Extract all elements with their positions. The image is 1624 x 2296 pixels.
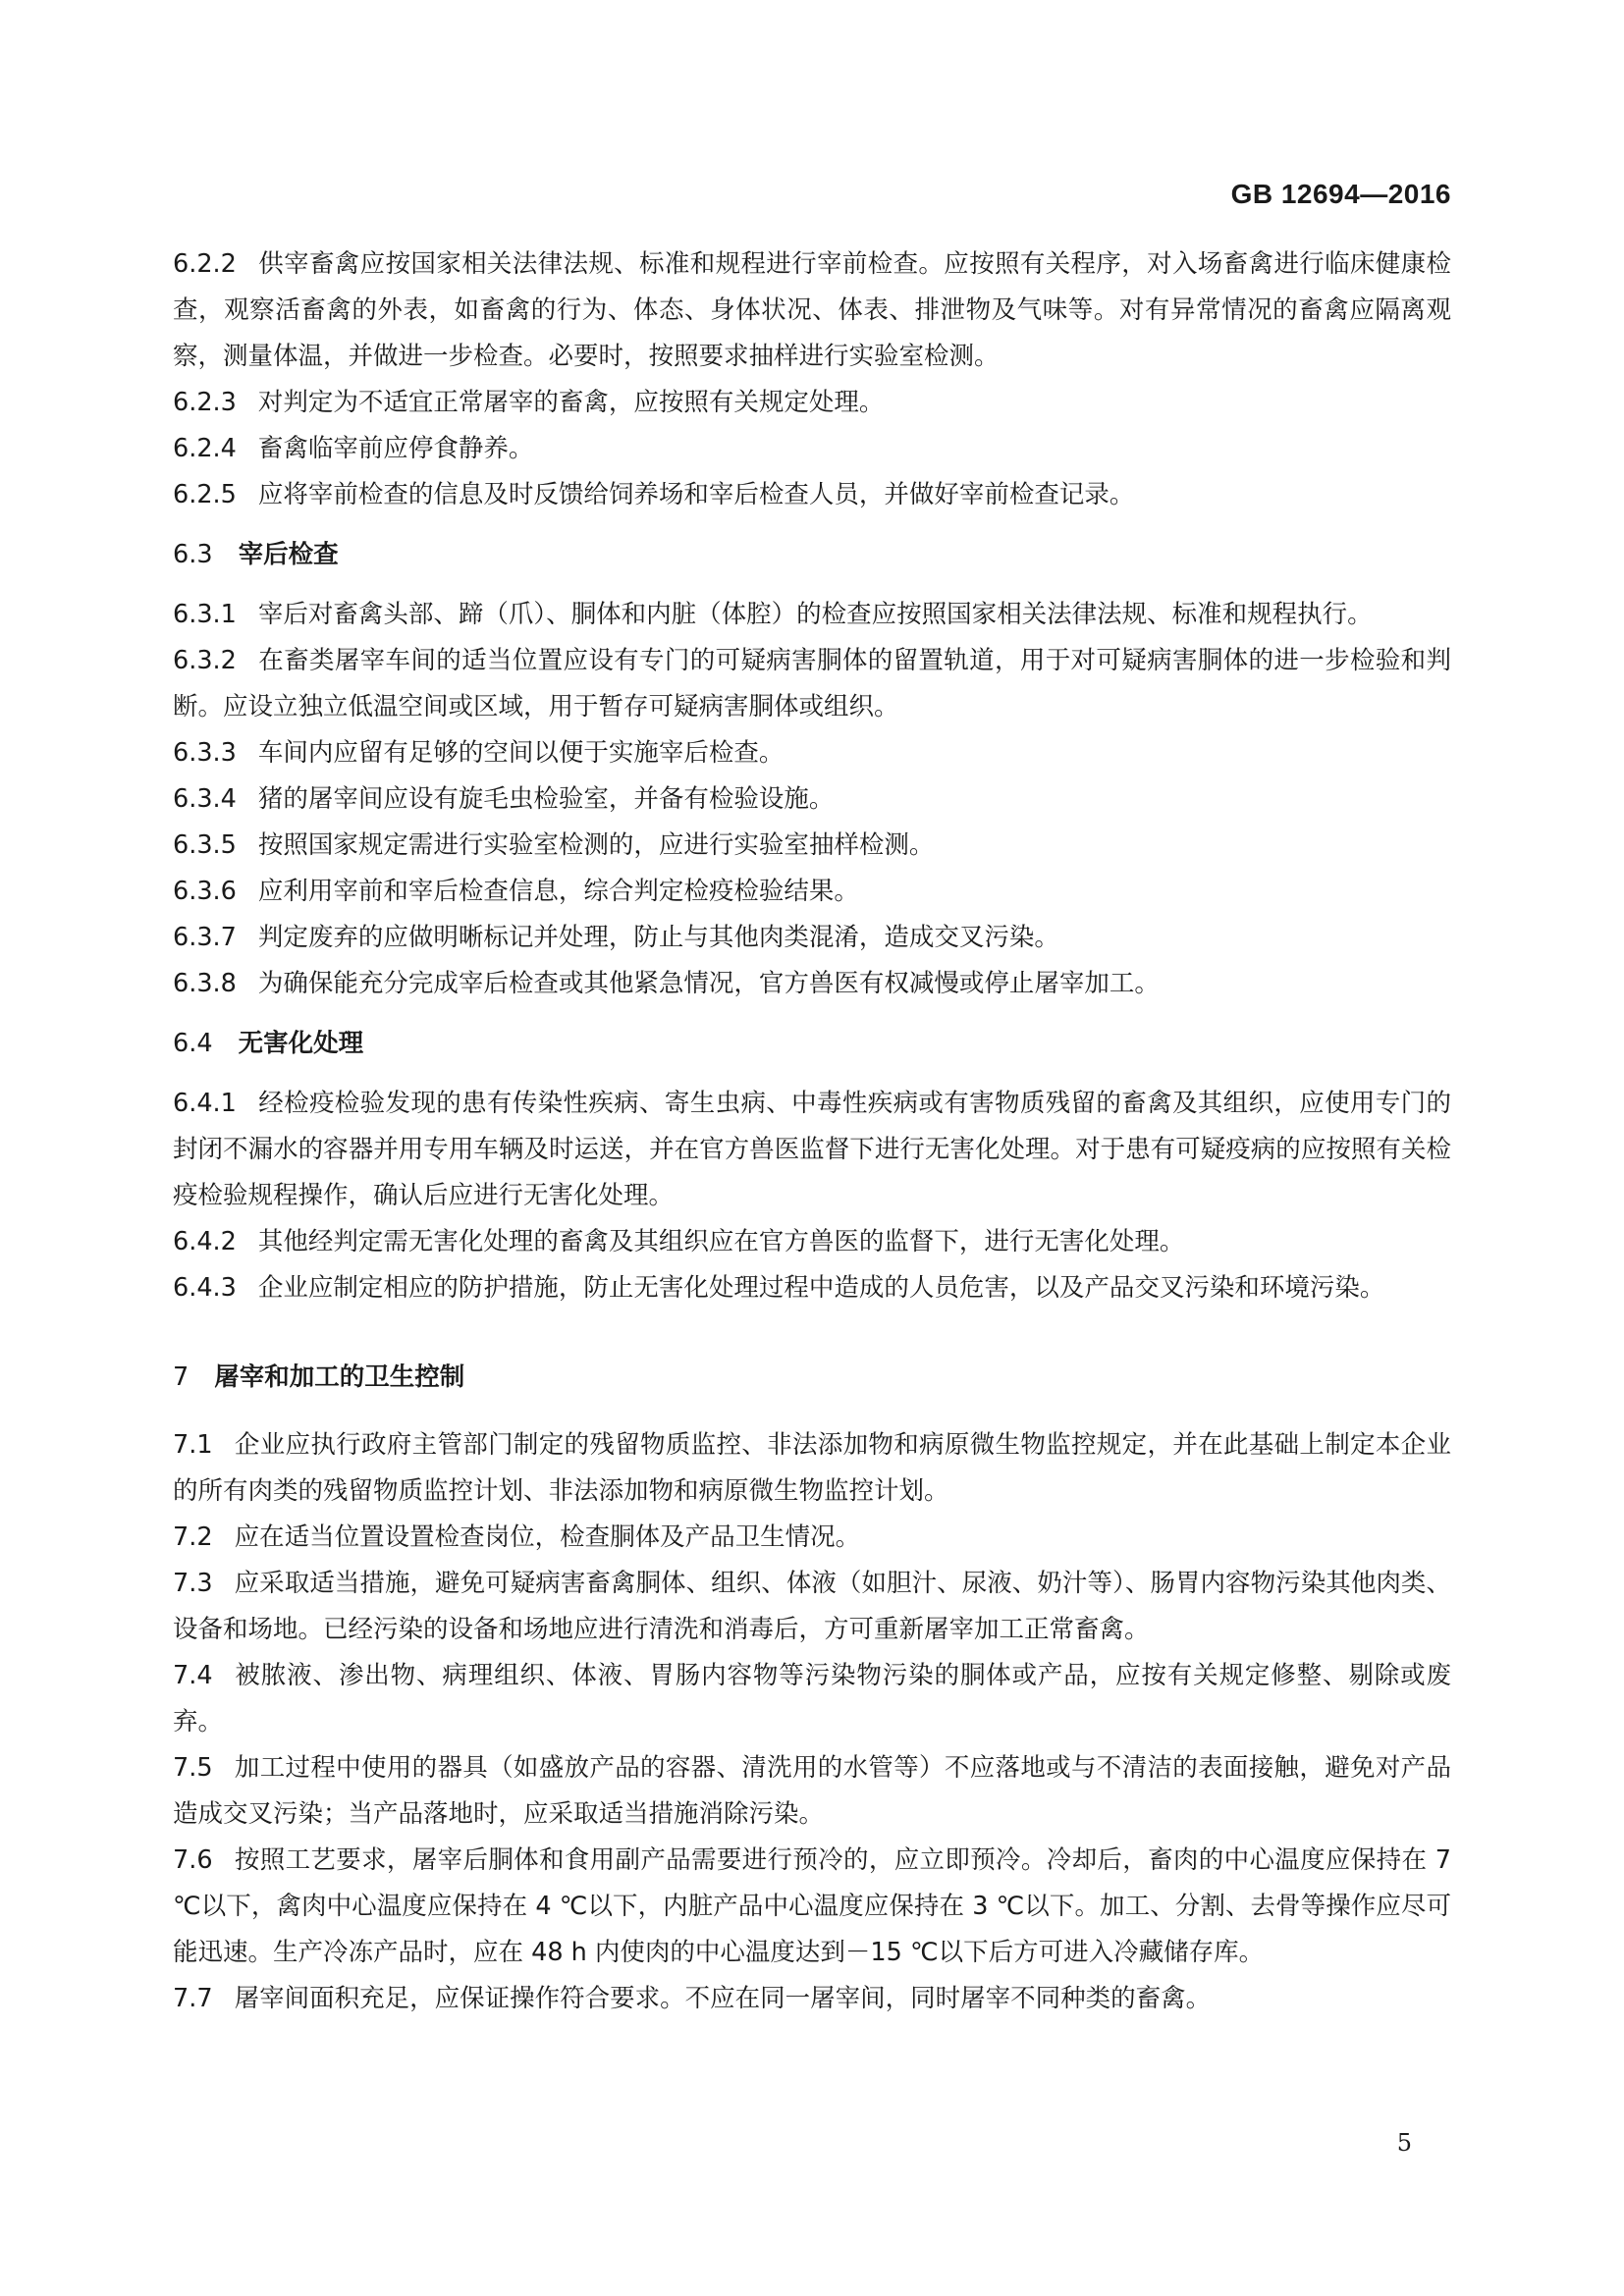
clause-text: 对判定为不适宜正常屠宰的畜禽，应按照有关规定处理。 xyxy=(257,388,885,417)
clause-number: 6.4.2 xyxy=(173,1227,237,1256)
chapter-title: 屠宰和加工的卫生控制 xyxy=(214,1362,465,1392)
clause-number: 7.6 xyxy=(173,1845,213,1875)
clause-7-3 xyxy=(173,1561,1451,1653)
clause-text: 企业应执行政府主管部门制定的残留物质监控、非法添加物和病原微生物监控规定，并在此基础上制定本企业的所有肉类的残留物质监控计划、非法添加物和病原微生物监控计划。 xyxy=(173,1430,1451,1506)
section-title: 宰后检查 xyxy=(238,540,339,569)
section-heading-6-3 xyxy=(173,532,1451,578)
clause-6-2-5 xyxy=(173,472,1451,518)
section-number: 6.3 xyxy=(173,540,213,569)
clause-text: 为确保能充分完成宰后检查或其他紧急情况，官方兽医有权减慢或停止屠宰加工。 xyxy=(257,969,1160,998)
standard-code: GB 12694—2016 xyxy=(1230,179,1451,209)
clause-6-4-1 xyxy=(173,1081,1451,1219)
clause-text: 被脓液、渗出物、病理组织、体液、胃肠内容物等污染物污染的胴体或产品，应按有关规定修整、剔除或废弃。 xyxy=(173,1661,1451,1736)
clause-6-3-7 xyxy=(173,915,1451,961)
clause-text: 企业应制定相应的防护措施，防止无害化处理过程中造成的人员危害，以及产品交叉污染和环境污染。 xyxy=(257,1273,1385,1303)
clause-number: 6.3.1 xyxy=(173,600,237,629)
clause-number: 6.2.5 xyxy=(173,480,237,509)
clause-number: 6.4.3 xyxy=(173,1273,237,1303)
section-number: 6.4 xyxy=(173,1029,213,1058)
clause-text: 按照国家规定需进行实验室检测的，应进行实验室抽样检测。 xyxy=(257,830,935,860)
clause-7-6 xyxy=(173,1838,1451,1976)
clause-6-2-2 xyxy=(173,241,1451,380)
clause-6-3-3 xyxy=(173,730,1451,776)
clause-number: 6.3.8 xyxy=(173,969,237,998)
clause-6-3-2 xyxy=(173,638,1451,730)
clause-number: 6.3.7 xyxy=(173,923,237,952)
clause-6-2-4 xyxy=(173,426,1451,472)
clause-text: 猪的屠宰间应设有旋毛虫检验室，并备有检验设施。 xyxy=(257,784,835,814)
clause-number: 6.3.4 xyxy=(173,784,237,814)
chapter-number: 7 xyxy=(173,1362,189,1392)
clause-number: 7.2 xyxy=(173,1522,213,1552)
clause-text: 按照工艺要求，屠宰后胴体和食用副产品需要进行预冷的，应立即预冷。冷却后，畜肉的中心温度应保持在 7 ℃以下，禽肉中心温度应保持在 4 ℃以下，内脏产品中心温度应保持在 3 ℃以下。加工、分割、去骨等操作应尽可能迅速。生产冷冻产品时，应在 48 h 内使肉的中心温度达到－15 ℃以下后方可进入冷藏储存库。 xyxy=(173,1845,1451,1967)
clause-number: 6.3.6 xyxy=(173,877,237,906)
clause-text: 车间内应留有足够的空间以便于实施宰后检查。 xyxy=(257,738,785,768)
clause-6-3-1 xyxy=(173,592,1451,638)
clause-number: 6.2.2 xyxy=(173,249,237,279)
clause-number: 6.2.3 xyxy=(173,388,237,417)
page-number: 5 xyxy=(1396,2129,1412,2157)
clause-number: 7.3 xyxy=(173,1569,213,1598)
clause-number: 7.7 xyxy=(173,1984,213,2013)
clause-text: 经检疫检验发现的患有传染性疾病、寄生虫病、中毒性疾病或有害物质残留的畜禽及其组织，应使用专门的封闭不漏水的容器并用专用车辆及时运送，并在官方兽医监督下进行无害化处理。对于患有可疑疫病的应按照有关检疫检验规程操作，确认后应进行无害化处理。 xyxy=(173,1089,1451,1210)
clause-number: 6.4.1 xyxy=(173,1089,237,1118)
clause-number: 6.3.3 xyxy=(173,738,237,768)
clause-text: 畜禽临宰前应停食静养。 xyxy=(257,434,534,463)
clause-7-5 xyxy=(173,1745,1451,1838)
clause-text: 其他经判定需无害化处理的畜禽及其组织应在官方兽医的监督下，进行无害化处理。 xyxy=(257,1227,1185,1256)
clause-number: 6.3.2 xyxy=(173,646,237,675)
clause-text: 判定废弃的应做明晰标记并处理，防止与其他肉类混淆，造成交叉污染。 xyxy=(257,923,1059,952)
clause-text: 应将宰前检查的信息及时反馈给饲养场和宰后检查人员，并做好宰前检查记录。 xyxy=(257,480,1135,509)
section-title: 无害化处理 xyxy=(238,1029,364,1058)
clause-text: 应利用宰前和宰后检查信息，综合判定检疫检验结果。 xyxy=(257,877,859,906)
clause-6-3-4 xyxy=(173,776,1451,823)
clause-text: 宰后对畜禽头部、蹄（爪）、胴体和内脏（体腔）的检查应按照国家相关法律法规、标准和规程执行。 xyxy=(257,600,1373,629)
clause-number: 7.5 xyxy=(173,1753,213,1783)
clause-text: 应在适当位置设置检查岗位，检查胴体及产品卫生情况。 xyxy=(234,1522,861,1552)
clause-number: 6.2.4 xyxy=(173,434,237,463)
clause-7-2 xyxy=(173,1515,1451,1561)
clause-text: 在畜类屠宰车间的适当位置应设有专门的可疑病害胴体的留置轨道，用于对可疑病害胴体的进一步检验和判断。应设立独立低温空间或区域，用于暂存可疑病害胴体或组织。 xyxy=(173,646,1451,721)
clause-6-2-3 xyxy=(173,380,1451,426)
clause-number: 7.1 xyxy=(173,1430,213,1460)
clause-6-4-3 xyxy=(173,1265,1451,1311)
clause-6-4-2 xyxy=(173,1219,1451,1265)
clause-text: 应采取适当措施，避免可疑病害畜禽胴体、组织、体液（如胆汁、尿液、奶汁等）、肠胃内容物污染其他肉类、设备和场地。已经污染的设备和场地应进行清洗和消毒后，方可重新屠宰加工正常畜禽。 xyxy=(173,1569,1451,1644)
clause-number: 7.4 xyxy=(173,1661,213,1690)
clause-text: 供宰畜禽应按国家相关法律法规、标准和规程进行宰前检查。应按照有关程序，对入场畜禽进行临床健康检查，观察活畜禽的外表，如畜禽的行为、体态、身体状况、体表、排泄物及气味等。对有异常情况的畜禽应隔离观察，测量体温，并做进一步检查。必要时，按照要求抽样进行实验室检测。 xyxy=(173,249,1451,371)
clause-6-3-6 xyxy=(173,869,1451,915)
section-heading-6-4 xyxy=(173,1021,1451,1067)
clause-6-3-8 xyxy=(173,961,1451,1007)
clause-text: 加工过程中使用的器具（如盛放产品的容器、清洗用的水管等）不应落地或与不清洁的表面接触，避免对产品造成交叉污染；当产品落地时，应采取适当措施消除污染。 xyxy=(173,1753,1451,1829)
clause-7-1 xyxy=(173,1422,1451,1515)
clause-text: 屠宰间面积充足，应保证操作符合要求。不应在同一屠宰间，同时屠宰不同种类的畜禽。 xyxy=(234,1984,1212,2013)
clause-number: 6.3.5 xyxy=(173,830,237,860)
clause-6-3-5 xyxy=(173,823,1451,869)
clause-7-4 xyxy=(173,1653,1451,1745)
chapter-heading-7 xyxy=(173,1355,1451,1401)
clause-7-7 xyxy=(173,1976,1451,2022)
document-body xyxy=(173,241,1451,2022)
